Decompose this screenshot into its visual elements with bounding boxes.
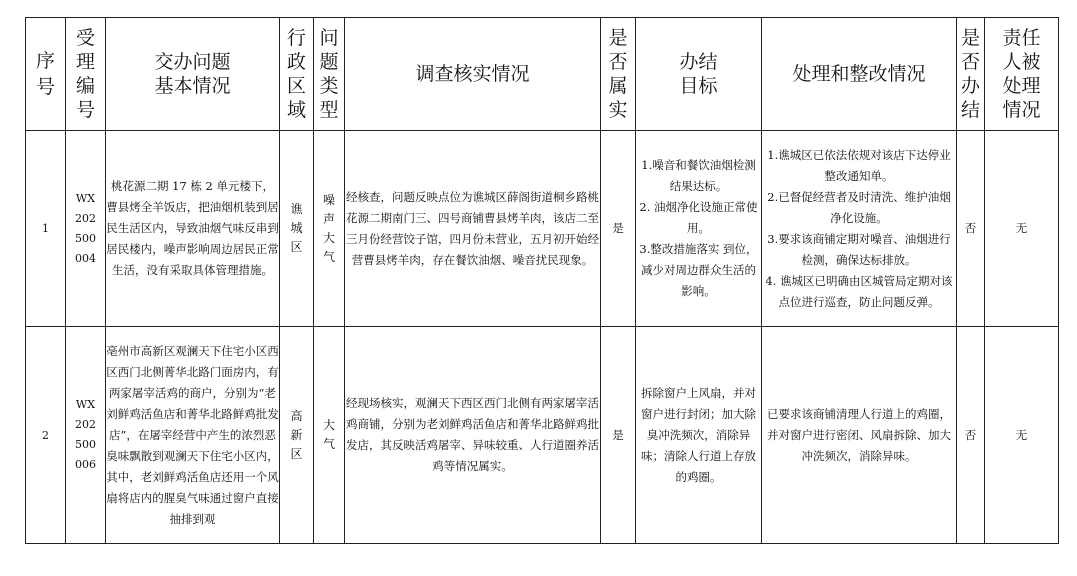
cell-basic: 桃花源二期 17 栋 2 单元楼下，曹县烤全羊饭店，把油烟机装到居民生活区内，导致油烟气味反串到居民楼内，噪声影响周边居民正常生活，没有采取具体管理措施。 [106,131,280,327]
cell-type: 噪声大气 [314,131,345,327]
cell-code: WX 202 500 006 [66,327,106,544]
header-row [26,18,1059,131]
cell-type: 大气 [314,327,345,544]
header-basic: 交办问题 基本情况 [106,18,280,131]
header-true-flag: 是否属实 [601,18,636,131]
cell-region: 高新区 [280,327,314,544]
header-closed: 是否办结 [957,18,985,131]
cell-investigation: 经核查，问题反映点位为谯城区薛阁街道桐乡路桃花源二期南门三、四号商铺曹县烤羊肉，该店二至三月份经营饺子馆，四月份未营业，五月初开始经营曹县烤羊肉，存在餐饮油烟、噪音扰民现象。 [345,131,601,327]
cell-investigation: 经现场核实，观澜天下西区西门北侧有两家屠宰活鸡商铺，分别为老刘鲜鸡活鱼店和菁华北路鲜鸡批发店，其反映活鸡屠宰、异味较重、人行道圈养活鸡等情况属实。 [345,327,601,544]
cell-goal: 拆除窗户上风扇，并对窗户进行封闭；加大除臭冲洗频次，消除异味；清除人行道上存放的鸡圈。 [636,327,762,544]
cell-accountability: 无 [985,327,1059,544]
cell-region: 谯城区 [280,131,314,327]
cell-basic: 亳州市高新区观澜天下住宅小区西区西门北侧菁华北路门面房内，有两家屠宰活鸡的商户，分别为“老刘鲜鸡活鱼店和菁华北路鲜鸡批发店”，在屠宰经营中产生的浓烈恶臭味飘散到观澜天下住宅小区内，其中，老刘鲜鸡活鱼店还用一个风扇将店内的腥臭气味通过窗户直接抽排到观 [106,327,280,544]
table-row [26,131,1059,327]
header-accountability: 责任 人被 处理 情况 [985,18,1059,131]
cell-true-flag: 是 [601,131,636,327]
header-type: 问题类型 [314,18,345,131]
cell-seq: 1 [26,131,66,327]
cell-closed: 否 [957,131,985,327]
cell-goal: 1.噪音和餐饮油烟检测结果达标。 2. 油烟净化设施正常使用。 3.整改措施落实 到位，减少对周边群众生活的影响。 [636,131,762,327]
header-code: 受理编号 [66,18,106,131]
cell-accountability: 无 [985,131,1059,327]
header-investigation: 调查核实情况 [345,18,601,131]
cell-true-flag: 是 [601,327,636,544]
cell-handling: 已要求该商铺清理人行道上的鸡圈，并对窗户进行密闭、风扇拆除、加大冲洗频次，消除异味。 [762,327,957,544]
header-seq: 序号 [26,18,66,131]
case-table [25,17,1059,544]
table-row [26,327,1059,544]
cell-seq: 2 [26,327,66,544]
cell-closed: 否 [957,327,985,544]
header-handling: 处理和整改情况 [762,18,957,131]
cell-code: WX 202 500 004 [66,131,106,327]
header-goal: 办结 目标 [636,18,762,131]
cell-handling: 1.谯城区已依法依规对该店下达停业整改通知单。 2.已督促经营者及时清洗、维护油烟净化设施。 3.要求该商铺定期对噪音、油烟进行检测，确保达标排放。 4. 谯城区已明确由区城管局定期对该点位进行巡查，防止问题反弹。 [762,131,957,327]
header-region: 行政区域 [280,18,314,131]
